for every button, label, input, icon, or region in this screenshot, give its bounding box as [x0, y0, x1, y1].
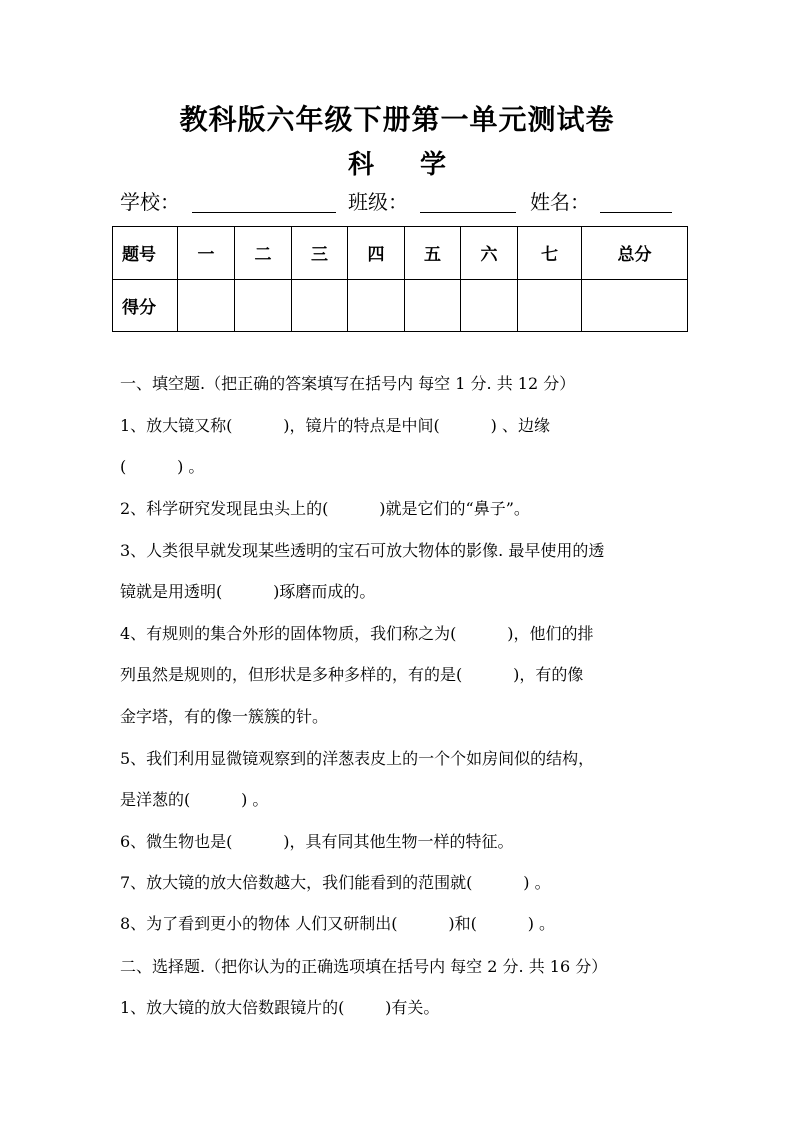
score-cell-4[interactable]	[348, 279, 405, 332]
score-cell-5[interactable]	[405, 279, 461, 332]
name-field[interactable]	[600, 212, 672, 213]
question-line: 2、科学研究发现昆虫头上的( )就是它们的“鼻子”。	[120, 499, 530, 518]
section-heading-fill-blank: 一、填空题.（把正确的答案填写在括号内 每空 1 分. 共 12 分）	[120, 374, 576, 393]
name-label: 姓名：	[530, 190, 590, 214]
question-line: 4、有规则的集合外形的固体物质，我们称之为( )，他们的排	[120, 624, 594, 643]
question-line: 列虽然是规则的，但形状是多种多样的，有的是( )，有的像	[120, 665, 584, 684]
score-header-row	[113, 227, 688, 280]
question-line: 8、为了看到更小的物体 人们又研制出( )和( ) 。	[120, 914, 556, 933]
header-cell-label: 题号	[113, 227, 178, 280]
class-label: 班级：	[348, 190, 408, 214]
header-cell-1: 一	[178, 227, 235, 280]
question-line: 5、我们利用显微镜观察到的洋葱表皮上的一个个如房间似的结构，	[120, 749, 595, 768]
score-cell-3[interactable]	[292, 279, 348, 332]
score-cell-1[interactable]	[178, 279, 235, 332]
question-line: 是洋葱的( ) 。	[120, 790, 269, 809]
exam-title: 教科版六年级下册第一单元测试卷	[179, 103, 615, 136]
header-cell-5: 五	[405, 227, 461, 280]
student-info-row	[120, 186, 680, 218]
score-row-label: 得分	[113, 279, 178, 332]
class-field[interactable]	[420, 212, 516, 213]
question-line: 3、人类很早就发现某些透明的宝石可放大物体的影像. 最早使用的透	[120, 541, 605, 560]
header-cell-3: 三	[292, 227, 348, 280]
question-line: 1、放大镜的放大倍数跟镜片的( )有关。	[120, 998, 440, 1017]
header-cell-6: 六	[461, 227, 518, 280]
score-cell-7[interactable]	[518, 279, 582, 332]
score-table	[112, 226, 688, 332]
question-line: 1、放大镜又称( )，镜片的特点是中间( ) 、边缘	[120, 416, 550, 435]
subject-char-2: 学	[420, 150, 447, 180]
question-line: 7、放大镜的放大倍数越大，我们能看到的范围就( ) 。	[120, 873, 551, 892]
score-row	[113, 279, 688, 332]
score-cell-2[interactable]	[235, 279, 292, 332]
question-line: ( ) 。	[120, 457, 205, 476]
school-label: 学校：	[120, 190, 180, 214]
score-cell-total[interactable]	[582, 279, 688, 332]
school-field[interactable]	[192, 212, 336, 213]
question-line: 6、微生物也是( )，具有同其他生物一样的特征。	[120, 832, 514, 851]
section-heading-choice: 二、选择题.（把你认为的正确选项填在括号内 每空 2 分. 共 16 分）	[120, 957, 608, 976]
header-cell-4: 四	[348, 227, 405, 280]
subject-char-1: 科	[347, 150, 374, 180]
header-cell-total: 总分	[582, 227, 688, 280]
question-line: 镜就是用透明( )琢磨而成的。	[120, 582, 376, 601]
score-cell-6[interactable]	[461, 279, 518, 332]
question-line: 金字塔，有的像一簇簇的针。	[120, 707, 329, 726]
header-cell-2: 二	[235, 227, 292, 280]
header-cell-7: 七	[518, 227, 582, 280]
subject-title	[0, 144, 794, 181]
